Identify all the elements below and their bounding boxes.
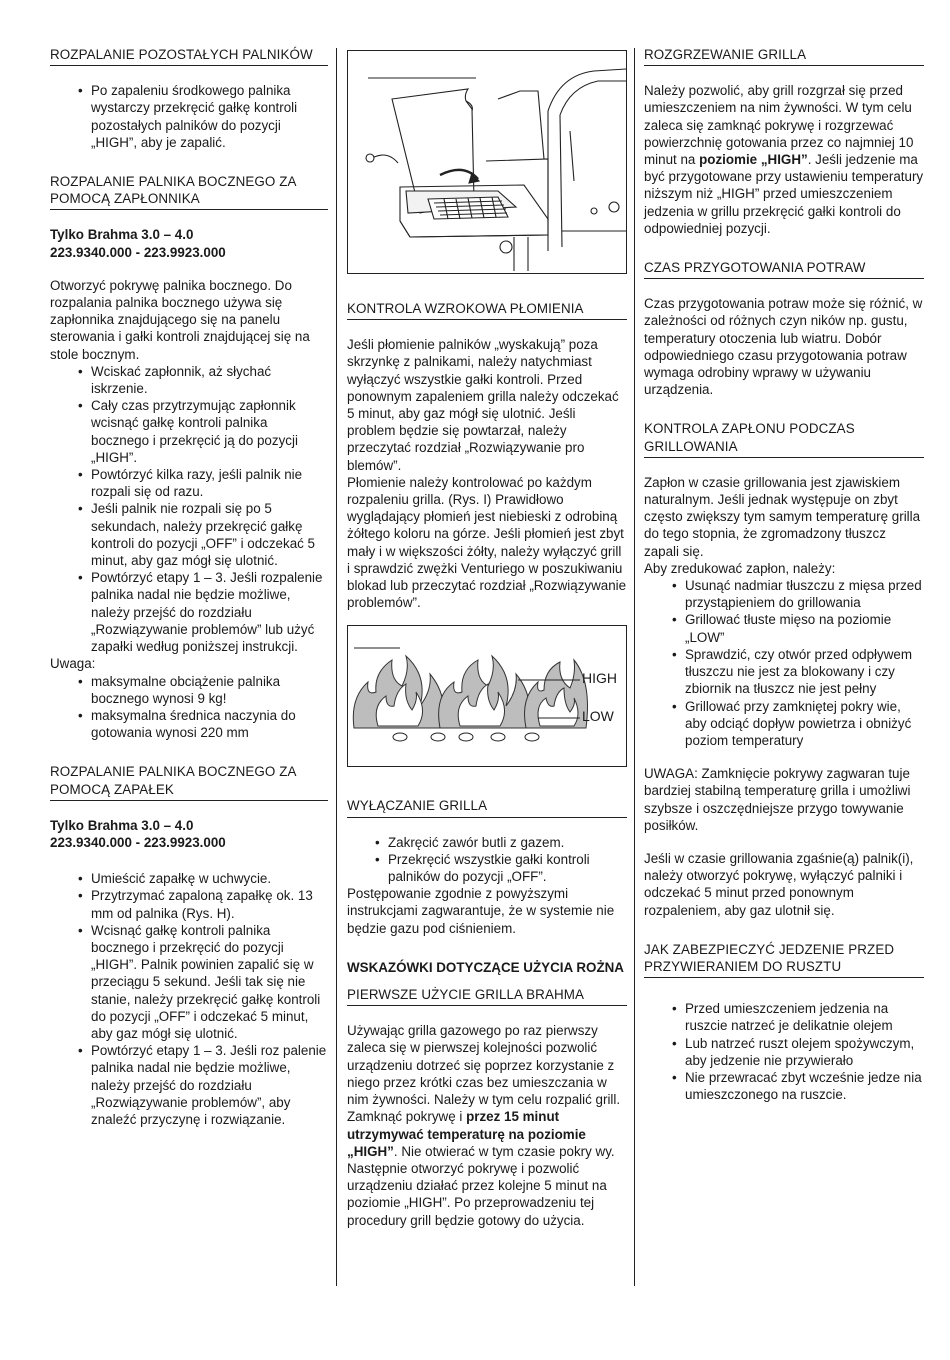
list-item: • Zakręcić zawór butli z gazem. bbox=[388, 834, 627, 851]
flame-label-low: LOW bbox=[582, 708, 614, 725]
matches-steps-list bbox=[50, 870, 328, 1128]
heading-remaining-burners: ROZPALANIE POZOSTAŁYCH PALNIKÓW bbox=[50, 46, 328, 66]
side-burner-illustration bbox=[347, 50, 627, 274]
heading-side-burner-igniter: ROZPALANIE PALNIKA BOCZNEGO ZA POMOCĄ ZAPŁONNIKA bbox=[50, 173, 328, 210]
column-2 bbox=[347, 46, 627, 1229]
list-item: • Lub natrzeć ruszt olejem spożywczym, aby jedzenie nie przywierało bbox=[685, 1035, 924, 1069]
heading-first-use: PIERWSZE UŻYCIE GRILLA BRAHMA bbox=[347, 986, 627, 1006]
list-item: • maksymalne obciążenie palnika bocznego wynosi 9 kg! bbox=[91, 673, 328, 707]
note-label: Uwaga: bbox=[50, 656, 96, 672]
preheating-text: Należy pozwolić, aby grill rozgrzał się przed umieszczeniem na nim żywności. W tym celu zaleca się zamknąć pokrywę i rozgrzewać powierzchnię gotowania przez co najmniej 10 minut na poziomie „HIGH”. Jeśli jedzenie ma być przygotowane przy ustawieniu temperatury niższym niż „HIGH” przed umieszczeniem jedzenia w grillu przekręcić gałki kontroli do odpowiedniej pozycji. bbox=[644, 83, 924, 236]
list-item: • Usunąć nadmiar tłuszczu z mięsa przed przystąpieniem do grillowania bbox=[685, 577, 924, 611]
turn-off-text: Postępowanie zgodnie z powyższymi instrukcjami zagwarantuje, że w systemie nie będzie gazu pod ciśnieniem. bbox=[347, 886, 615, 936]
flare-up-list bbox=[644, 577, 924, 749]
list-item: • Po zapaleniu środkowego palnika wystarczy przekręcić gałkę kontroli pozostałych palników do pozycji „HIGH”, aby je zapalić. bbox=[91, 82, 328, 151]
list-item: • Sprawdzić, czy otwór przed odpływem tłuszczu nie jest za blokowany i czy zbiornik na tłuszcz nie jest pełny bbox=[685, 646, 924, 698]
column-divider-right bbox=[634, 48, 635, 1286]
column-1 bbox=[50, 46, 328, 1128]
list-item: • Powtórzyć kilka razy, jeśli palnik nie rozpali się od razu. bbox=[91, 466, 328, 500]
flame-check-text-2: Płomienie należy kontrolować po każdym rozpaleniu grilla. (Rys. I) Prawidłowo wyglądający płomień jest niebieski z odrobiną żółtego koloru na górze. Jeśli płomień jest zbyt mały i w większości żółty, należy wyłączyć grill i sprawdzić zwężki Venturiego w poszukiwaniu blokad lub przeczytać rozdział „Rozwiązywanie problemów”. bbox=[347, 474, 627, 611]
list-item: • Wciskać zapłonnik, aż słychać iskrzenie. bbox=[91, 363, 328, 397]
model-codes: 223.9340.000 - 223.9923.000 bbox=[50, 244, 226, 260]
heading-prevent-sticking: JAK ZABEZPIECZYĆ JEDZENIE PRZED PRZYWIERANIEM DO RUSZTU bbox=[644, 941, 924, 978]
flare-up-text: Zapłon w czasie grillowania jest zjawiskiem naturalnym. Jeśli jednak występuje on zbyt często zwiększy tym samym temperaturę grilla do tego stopnia, że zgromadzony tłuszcz zapali się. bbox=[644, 474, 921, 559]
list-item: • maksymalna średnica naczynia do gotowania wynosi 220 mm bbox=[91, 707, 328, 741]
list-item: • Wcisnąć gałkę kontroli palnika bocznego i przekręcić do pozycji „HIGH”. Palnik powinien zapalić się w przeciągu 5 sekund. Jeśli tak się nie stanie, należy przekręcić gałkę kontroli do pozycji „OFF” i odczekać 5 minut, aby gaz mógł się ulotnić. bbox=[91, 922, 328, 1042]
remaining-burners-list bbox=[50, 82, 328, 151]
prevent-sticking-list bbox=[644, 1000, 924, 1103]
list-item: • Grillować tłuste mięso na poziomie „LOW” bbox=[685, 611, 924, 645]
list-item: • Powtórzyć etapy 1 – 3. Jeśli rozpalenie palnika nadal nie będzie możliwe, należy przejść do rozdziału „Rozwiązywanie problemów” lub użyć zapałki według poniższej instrukcji. bbox=[91, 569, 328, 655]
flame-label-high: HIGH bbox=[582, 670, 617, 687]
heading-flare-up-control: KONTROLA ZAPŁONU PODCZAS GRILLOWANIA bbox=[644, 420, 924, 457]
list-item: • Przekręcić wszystkie gałki kontroli palników do pozycji „OFF”. bbox=[388, 851, 627, 885]
list-item: • Nie przewracać zbyt wcześnie jedze nia umieszczonego na ruszcie. bbox=[685, 1069, 924, 1103]
column-3 bbox=[644, 46, 924, 1103]
flame-height-drawing bbox=[348, 626, 626, 766]
lid-note: UWAGA: Zamknięcie pokrywy zagwaran tuje bardziej stabilną temperaturę grilla i umożliwi szybsze i oszczędniejsze przygo towywanie posiłków. bbox=[644, 766, 911, 833]
list-item: • Przytrzymać zapaloną zapałkę ok. 13 mm od palnika (Rys. H). bbox=[91, 887, 328, 921]
burner-out-text: Jeśli w czasie grillowania zgaśnie(ą) palnik(i), należy otworzyć pokrywę, wyłączyć palniki i odczekać 5 minut przed ponownym rozpaleniem, aby gaz ulotnił się. bbox=[644, 850, 914, 918]
flame-illustration bbox=[347, 625, 627, 767]
column-divider-left bbox=[336, 48, 337, 1286]
grill-side-burner-drawing bbox=[348, 51, 626, 273]
heading-preheating: ROZGRZEWANIE GRILLA bbox=[644, 46, 924, 66]
heading-side-burner-matches: ROZPALANIE PALNIKA BOCZNEGO ZA POMOCĄ ZAPAŁEK bbox=[50, 763, 328, 800]
heading-flame-check: KONTROLA WZROKOWA PŁOMIENIA bbox=[347, 300, 627, 320]
note-list bbox=[50, 673, 328, 742]
igniter-steps-list bbox=[50, 363, 328, 655]
cooking-time-text: Czas przygotowania potraw może się różnić, w zależności od różnych czyn ników np. gustu, temperatury otoczenia lub wiatru. Dobór odpowiedniego czasu przygotowania potraw wymaga odrobiny wprawy w używaniu urządzenia. bbox=[644, 296, 923, 398]
list-item: • Grillować przy zamkniętej pokry wie, aby odciąć dopływ powietrza i obniżyć poziom temperatury bbox=[685, 698, 924, 750]
list-item: • Powtórzyć etapy 1 – 3. Jeśli roz palenie palnika nadal nie będzie możliwe, należy przejść do rozdziału „Rozwiązywanie problemów”, aby znaleźć przyczynę i rozwiązanie. bbox=[91, 1042, 328, 1128]
heading-cooking-time: CZAS PRZYGOTOWANIA POTRAW bbox=[644, 259, 924, 279]
heading-rotisserie-tips: WSKAZÓWKI DOTYCZĄCE UŻYCIA ROŻNA bbox=[347, 959, 624, 975]
model-name: Tylko Brahma 3.0 – 4.0 bbox=[50, 817, 194, 833]
model-codes: 223.9340.000 - 223.9923.000 bbox=[50, 834, 226, 850]
heading-turn-off-grill: WYŁĄCZANIE GRILLA bbox=[347, 797, 627, 817]
list-item: • Cały czas przytrzymując zapłonnik wcisnąć gałkę kontroli palnika bocznego i przekręcić ją do pozycji „HIGH”. bbox=[91, 397, 328, 466]
model-name: Tylko Brahma 3.0 – 4.0 bbox=[50, 227, 194, 243]
side-burner-intro: Otworzyć pokrywę palnika bocznego. Do rozpalania palnika bocznego używa się zapłonnika znajdującego się na panelu sterowania i gałki kontroli znajdującej się na stole bocznym. bbox=[50, 277, 310, 362]
turn-off-list bbox=[347, 834, 627, 886]
list-item: • Przed umieszczeniem jedzenia na ruszcie natrzeć je delikatnie olejem bbox=[685, 1000, 924, 1034]
list-item: • Umieścić zapałkę w uchwycie. bbox=[91, 870, 328, 887]
flame-check-text: Jeśli płomienie palników „wyskakują” poza skrzynkę z palnikami, należy natychmiast wyłączyć wszystkie gałki kontroli. Przed ponownym zapaleniem grilla należy odczekać 5 minut, aby gaz mógł się ulotnić. Jeśli problem będzie się powtarzał, należy przeczytać rozdział „Rozwiązywanie pro blemów”. bbox=[347, 337, 619, 473]
flare-up-lead: Aby zredukować zapłon, należy: bbox=[644, 560, 836, 576]
list-item: • Jeśli palnik nie rozpali się po 5 sekundach, należy przekręcić gałkę kontroli do pozycji „OFF” i odczekać 5 minut, aby gaz mógł się ulotnić. bbox=[91, 500, 328, 569]
first-use-text: Używając grilla gazowego po raz pierwszy zaleca się w pierwszej kolejności pozwolić urządzeniu dotrzeć się poprzez korzystanie z niego przez krótki czas bez umieszczania w nim żywności. Należy w tym celu rozpalić grill. Zamknąć pokrywę i przez 15 minut utrzymywać temperaturę na poziomie „HIGH”. Nie otwierać w tym czasie pokry wy. Następnie otworzyć pokrywę i pozwolić urządzeniu działać przez kolejne 5 minut na poziomie „HIGH”. Po przeprowadzeniu tej procedury grill będzie gotowy do użycia. bbox=[347, 1023, 621, 1228]
